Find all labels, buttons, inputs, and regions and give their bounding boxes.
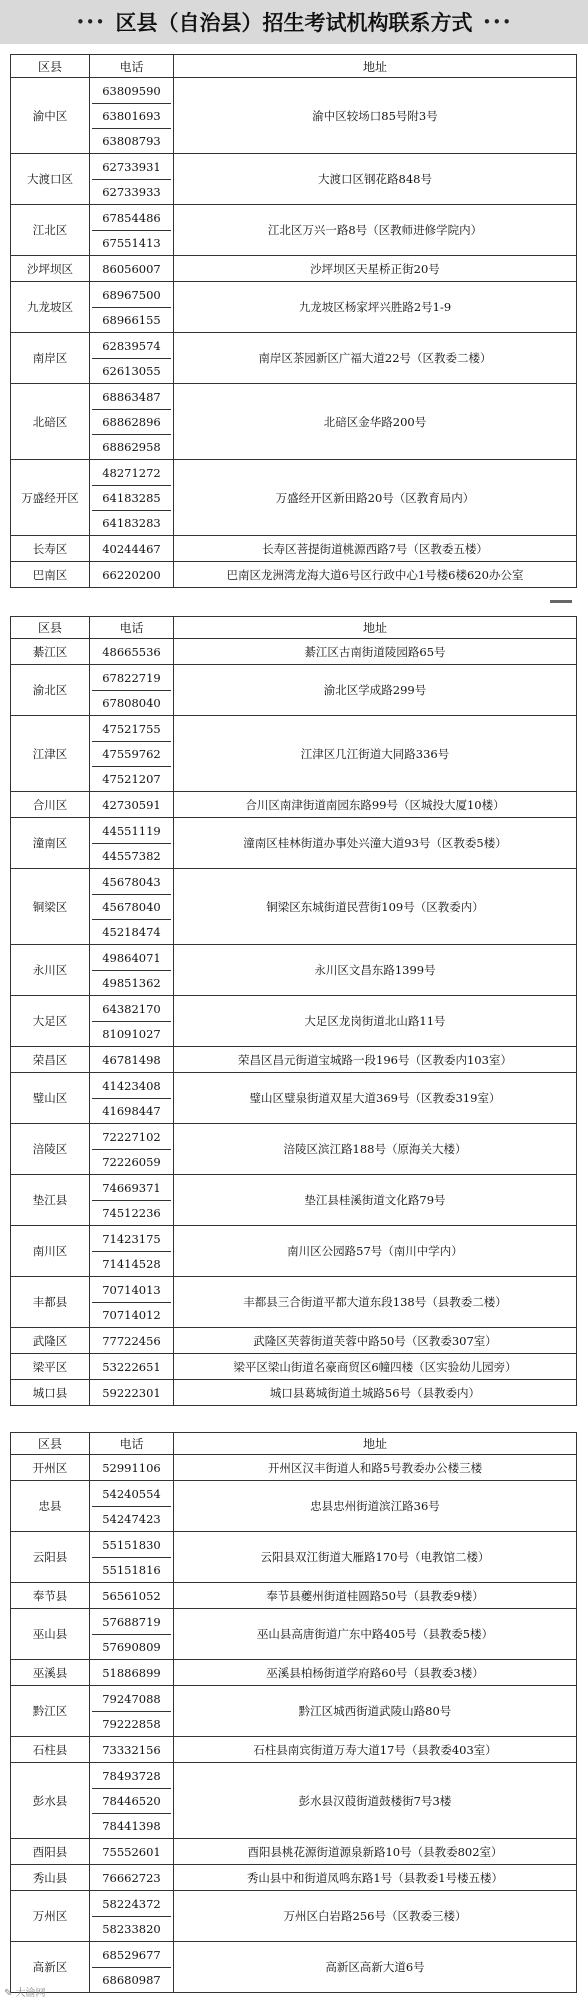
table-row (11, 1047, 577, 1073)
phone-number: 62839574 (102, 338, 161, 353)
table-row (11, 384, 577, 460)
district-cell: 潼南区 (11, 818, 90, 869)
address-cell: 奉节县夔州街道桂圆路50号（县教委9楼） (174, 1583, 577, 1609)
address-cell: 彭水县汉葭街道鼓楼街7号3楼 (174, 1763, 577, 1839)
phone-number: 67854486 (102, 210, 161, 225)
address-cell: 忠县忠州街道滨江路36号 (174, 1481, 577, 1532)
district-cell: 綦江区 (11, 639, 90, 665)
phone-cell (90, 282, 174, 333)
phone-number: 76662723 (102, 1870, 161, 1885)
address-cell: 秀山县中和街道凤鸣东路1号（县教委1号楼五楼） (174, 1865, 577, 1891)
phone-number: 46781498 (102, 1052, 161, 1067)
address-cell: 巫溪县柏杨街道学府路60号（县教委3楼） (174, 1660, 577, 1686)
table-row (11, 1124, 577, 1175)
phone-number: 57690809 (92, 1634, 171, 1659)
phone-number: 75552601 (102, 1844, 161, 1859)
district-cell: 黔江区 (11, 1686, 90, 1737)
district-cell: 巫溪县 (11, 1660, 90, 1686)
phone-cell (90, 536, 174, 562)
phone-cell (90, 1124, 174, 1175)
phone-cell (90, 1609, 174, 1660)
phone-cell (90, 1839, 174, 1865)
column-header-phone: 电话 (90, 55, 174, 78)
district-cell: 荣昌区 (11, 1047, 90, 1073)
district-cell: 万州区 (11, 1891, 90, 1942)
address-cell: 垫江县桂溪街道文化路79号 (174, 1175, 577, 1226)
district-cell: 城口县 (11, 1380, 90, 1406)
table-row (11, 1532, 577, 1583)
table-row (11, 639, 577, 665)
phone-number: 67808040 (92, 690, 171, 715)
phone-number: 68967500 (102, 287, 161, 302)
district-cell: 涪陵区 (11, 1124, 90, 1175)
phone-number: 54240554 (102, 1486, 161, 1501)
district-cell: 渝中区 (11, 78, 90, 154)
district-cell: 巫山县 (11, 1609, 90, 1660)
table-row (11, 818, 577, 869)
table-row (11, 792, 577, 818)
address-cell: 璧山区璧泉街道双星大道369号（区教委319室） (174, 1073, 577, 1124)
phone-cell (90, 256, 174, 282)
district-cell: 秀山县 (11, 1865, 90, 1891)
phone-number: 78441398 (92, 1813, 171, 1838)
phone-cell (90, 333, 174, 384)
phone-number: 48665536 (102, 644, 161, 659)
phone-number: 47521755 (102, 721, 161, 736)
district-cell: 武隆区 (11, 1328, 90, 1354)
phone-cell (90, 1532, 174, 1583)
phone-number: 55151830 (102, 1537, 161, 1552)
address-cell: 万盛经开区新田路20号（区教育局内） (174, 460, 577, 536)
table-row (11, 945, 577, 996)
phone-number: 68862896 (92, 409, 171, 434)
phone-number: 40244467 (102, 541, 161, 556)
phone-number: 45678043 (102, 874, 161, 889)
phone-cell (90, 1737, 174, 1763)
phone-number: 68680987 (92, 1967, 171, 1992)
column-header-address: 地址 (174, 617, 577, 639)
address-cell: 渝中区较场口85号附3号 (174, 78, 577, 154)
phone-number: 58233820 (92, 1916, 171, 1941)
table-row (11, 1455, 577, 1481)
phone-number: 56561052 (102, 1588, 161, 1603)
phone-cell (90, 1481, 174, 1532)
phone-cell (90, 945, 174, 996)
phone-number: 54247423 (92, 1506, 171, 1531)
address-cell: 万州区白岩路256号（区教委三楼） (174, 1891, 577, 1942)
district-cell: 奉节县 (11, 1583, 90, 1609)
phone-number: 63808793 (92, 128, 171, 153)
table-row (11, 1226, 577, 1277)
phone-number: 49851362 (92, 970, 171, 995)
address-cell: 南川区公园路57号（南川中学内） (174, 1226, 577, 1277)
table-row (11, 154, 577, 205)
phone-number: 59222301 (102, 1385, 161, 1400)
district-cell: 沙坪坝区 (11, 256, 90, 282)
phone-cell (90, 460, 174, 536)
phone-cell (90, 205, 174, 256)
address-cell: 渝北区学成路299号 (174, 665, 577, 716)
address-cell: 九龙坡区杨家坪兴胜路2号1-9 (174, 282, 577, 333)
table-row (11, 1609, 577, 1660)
phone-cell (90, 1354, 174, 1380)
phone-number: 44557382 (92, 843, 171, 868)
address-cell: 石柱县南宾街道万寿大道17号（县教委403室） (174, 1737, 577, 1763)
phone-cell (90, 562, 174, 588)
address-cell: 丰都县三合街道平都大道东段138号（县教委二楼） (174, 1277, 577, 1328)
phone-cell (90, 639, 174, 665)
column-header-district: 区县 (11, 1433, 90, 1455)
phone-number: 51886899 (102, 1665, 161, 1680)
district-cell: 璧山区 (11, 1073, 90, 1124)
title-decoration-left: ••• (75, 13, 106, 31)
phone-number: 45678040 (92, 894, 171, 919)
bottom-logo: ✎ 大渝网 (4, 1988, 46, 1999)
table-row (11, 1660, 577, 1686)
phone-number: 68862958 (92, 434, 171, 459)
phone-cell (90, 1226, 174, 1277)
phone-number: 68863487 (102, 389, 161, 404)
phone-number: 62733931 (102, 159, 161, 174)
phone-number: 47521207 (92, 766, 171, 791)
phone-number: 70714012 (92, 1302, 171, 1327)
phone-number: 71423175 (102, 1231, 161, 1246)
phone-number: 70714013 (102, 1282, 161, 1297)
phone-number: 67551413 (92, 230, 171, 255)
address-cell: 高新区高新大道6号 (174, 1942, 577, 1993)
phone-cell (90, 792, 174, 818)
address-cell: 酉阳县桃花源街道源泉新路10号（县教委802室） (174, 1839, 577, 1865)
phone-number: 64382170 (102, 1001, 161, 1016)
address-cell: 巴南区龙洲湾龙海大道6号区行政中心1号楼6楼620办公室 (174, 562, 577, 588)
phone-cell (90, 1891, 174, 1942)
contact-table-1 (10, 54, 577, 588)
phone-cell (90, 665, 174, 716)
column-header-district: 区县 (11, 617, 90, 639)
phone-number: 62733933 (92, 179, 171, 204)
district-cell: 高新区 (11, 1942, 90, 1993)
district-cell: 北碚区 (11, 384, 90, 460)
phone-number: 68529677 (102, 1947, 161, 1962)
phone-cell (90, 818, 174, 869)
phone-number: 71414528 (92, 1251, 171, 1276)
phone-number: 64183283 (92, 510, 171, 535)
table-row (11, 996, 577, 1047)
address-cell: 北碚区金华路200号 (174, 384, 577, 460)
phone-number: 47559762 (92, 741, 171, 766)
table-row (11, 256, 577, 282)
table-row (11, 1839, 577, 1865)
district-cell: 云阳县 (11, 1532, 90, 1583)
table-row (11, 282, 577, 333)
table-row (11, 333, 577, 384)
phone-cell (90, 1686, 174, 1737)
phone-cell (90, 716, 174, 792)
title-bar (0, 0, 588, 44)
table-row (11, 1686, 577, 1737)
table-row (11, 716, 577, 792)
page-corner-mark (550, 600, 572, 603)
district-cell: 万盛经开区 (11, 460, 90, 536)
address-cell: 大足区龙岗街道北山路11号 (174, 996, 577, 1047)
column-header-phone: 电话 (90, 1433, 174, 1455)
table-row (11, 1481, 577, 1532)
district-cell: 彭水县 (11, 1763, 90, 1839)
table-row (11, 1583, 577, 1609)
contact-table-2 (10, 616, 577, 1406)
phone-cell (90, 384, 174, 460)
address-cell: 合川区南津街道南园东路99号（区城投大厦10楼） (174, 792, 577, 818)
phone-cell (90, 1455, 174, 1481)
column-header-district: 区县 (11, 55, 90, 78)
address-cell: 涪陵区滨江路188号（原海关大楼） (174, 1124, 577, 1175)
phone-number: 41423408 (102, 1078, 161, 1093)
table-row (11, 1737, 577, 1763)
address-cell: 南岸区茶园新区广福大道22号（区教委二楼） (174, 333, 577, 384)
phone-cell (90, 1328, 174, 1354)
phone-number: 62613055 (92, 358, 171, 383)
address-cell: 沙坪坝区天星桥正街20号 (174, 256, 577, 282)
table-row (11, 1891, 577, 1942)
phone-number: 63801693 (92, 103, 171, 128)
column-header-address: 地址 (174, 1433, 577, 1455)
phone-number: 63809590 (102, 83, 161, 98)
district-cell: 大渡口区 (11, 154, 90, 205)
table-row (11, 78, 577, 154)
phone-number: 64183285 (92, 485, 171, 510)
address-cell: 江津区几江街道大同路336号 (174, 716, 577, 792)
phone-cell (90, 1380, 174, 1406)
phone-number: 72227102 (102, 1129, 161, 1144)
table-row (11, 562, 577, 588)
column-header-phone: 电话 (90, 617, 174, 639)
district-cell: 南川区 (11, 1226, 90, 1277)
table-row (11, 869, 577, 945)
district-cell: 石柱县 (11, 1737, 90, 1763)
address-cell: 黔江区城西街道武陵山路80号 (174, 1686, 577, 1737)
column-header-address: 地址 (174, 55, 577, 78)
phone-number: 48271272 (102, 465, 161, 480)
table-row (11, 1354, 577, 1380)
phone-cell (90, 1865, 174, 1891)
phone-number: 68966155 (92, 307, 171, 332)
phone-cell (90, 1047, 174, 1073)
page-title: 区县（自治县）招生考试机构联系方式 (115, 11, 473, 35)
phone-number: 74512236 (92, 1200, 171, 1225)
district-cell: 铜梁区 (11, 869, 90, 945)
district-cell: 梁平区 (11, 1354, 90, 1380)
phone-cell (90, 154, 174, 205)
table-row (11, 1865, 577, 1891)
address-cell: 梁平区梁山街道名豪商贸区6幢四楼（区实验幼儿园旁） (174, 1354, 577, 1380)
phone-number: 53222651 (102, 1359, 161, 1374)
district-cell: 合川区 (11, 792, 90, 818)
phone-number: 72226059 (92, 1149, 171, 1174)
address-cell: 开州区汉丰街道人和路5号教委办公楼三楼 (174, 1455, 577, 1481)
address-cell: 江北区万兴一路8号（区教师进修学院内） (174, 205, 577, 256)
address-cell: 城口县葛城街道土城路56号（县教委内） (174, 1380, 577, 1406)
phone-cell (90, 1277, 174, 1328)
table-row (11, 1380, 577, 1406)
address-cell: 铜梁区东城街道民营街109号（区教委内） (174, 869, 577, 945)
phone-cell (90, 1942, 174, 1993)
phone-number: 86056007 (102, 261, 161, 276)
address-cell: 荣昌区昌元街道宝城路一段196号（区教委内103室） (174, 1047, 577, 1073)
district-cell: 九龙坡区 (11, 282, 90, 333)
phone-number: 79222858 (92, 1711, 171, 1736)
district-cell: 江北区 (11, 205, 90, 256)
phone-cell (90, 996, 174, 1047)
phone-number: 55151816 (92, 1557, 171, 1582)
phone-cell (90, 1175, 174, 1226)
phone-number: 78446520 (92, 1788, 171, 1813)
phone-number: 42730591 (102, 797, 161, 812)
address-cell: 大渡口区钢花路848号 (174, 154, 577, 205)
table-row (11, 1763, 577, 1839)
district-cell: 开州区 (11, 1455, 90, 1481)
district-cell: 巴南区 (11, 562, 90, 588)
phone-number: 79247088 (102, 1691, 161, 1706)
district-cell: 大足区 (11, 996, 90, 1047)
address-cell: 武隆区芙蓉街道芙蓉中路50号（区教委307室） (174, 1328, 577, 1354)
table-row (11, 665, 577, 716)
district-cell: 忠县 (11, 1481, 90, 1532)
phone-number: 73332156 (102, 1742, 161, 1757)
contact-table-3 (10, 1432, 577, 1993)
phone-cell (90, 1073, 174, 1124)
phone-number: 52991106 (102, 1460, 161, 1475)
district-cell: 永川区 (11, 945, 90, 996)
table-row (11, 1277, 577, 1328)
table-row (11, 1073, 577, 1124)
phone-cell (90, 1583, 174, 1609)
district-cell: 渝北区 (11, 665, 90, 716)
phone-cell (90, 78, 174, 154)
phone-number: 57688719 (102, 1614, 161, 1629)
phone-number: 45218474 (92, 919, 171, 944)
address-cell: 云阳县双江街道大雁路170号（电教馆二楼） (174, 1532, 577, 1583)
phone-number: 67822719 (102, 670, 161, 685)
phone-number: 77722456 (102, 1333, 161, 1348)
phone-number: 44551119 (102, 823, 161, 838)
phone-cell (90, 869, 174, 945)
phone-cell (90, 1763, 174, 1839)
table-row (11, 460, 577, 536)
phone-number: 58224372 (102, 1896, 161, 1911)
district-cell: 酉阳县 (11, 1839, 90, 1865)
district-cell: 江津区 (11, 716, 90, 792)
phone-number: 41698447 (92, 1098, 171, 1123)
district-cell: 丰都县 (11, 1277, 90, 1328)
phone-number: 74669371 (102, 1180, 161, 1195)
phone-number: 49864071 (102, 950, 161, 965)
phone-cell (90, 1660, 174, 1686)
address-cell: 巫山县高唐街道广东中路405号（县教委5楼） (174, 1609, 577, 1660)
phone-number: 66220200 (102, 567, 161, 582)
phone-number: 81091027 (92, 1021, 171, 1046)
address-cell: 长寿区菩提街道桃源西路7号（区教委五楼） (174, 536, 577, 562)
table-row (11, 205, 577, 256)
phone-number: 78493728 (102, 1768, 161, 1783)
district-cell: 南岸区 (11, 333, 90, 384)
table-row (11, 1942, 577, 1993)
address-cell: 永川区文昌东路1399号 (174, 945, 577, 996)
title-decoration-right: ••• (482, 13, 513, 31)
table-row (11, 1328, 577, 1354)
district-cell: 垫江县 (11, 1175, 90, 1226)
address-cell: 潼南区桂林街道办事处兴潼大道93号（区教委5楼） (174, 818, 577, 869)
table-row (11, 536, 577, 562)
table-row (11, 1175, 577, 1226)
district-cell: 长寿区 (11, 536, 90, 562)
address-cell: 綦江区古南街道陵园路65号 (174, 639, 577, 665)
